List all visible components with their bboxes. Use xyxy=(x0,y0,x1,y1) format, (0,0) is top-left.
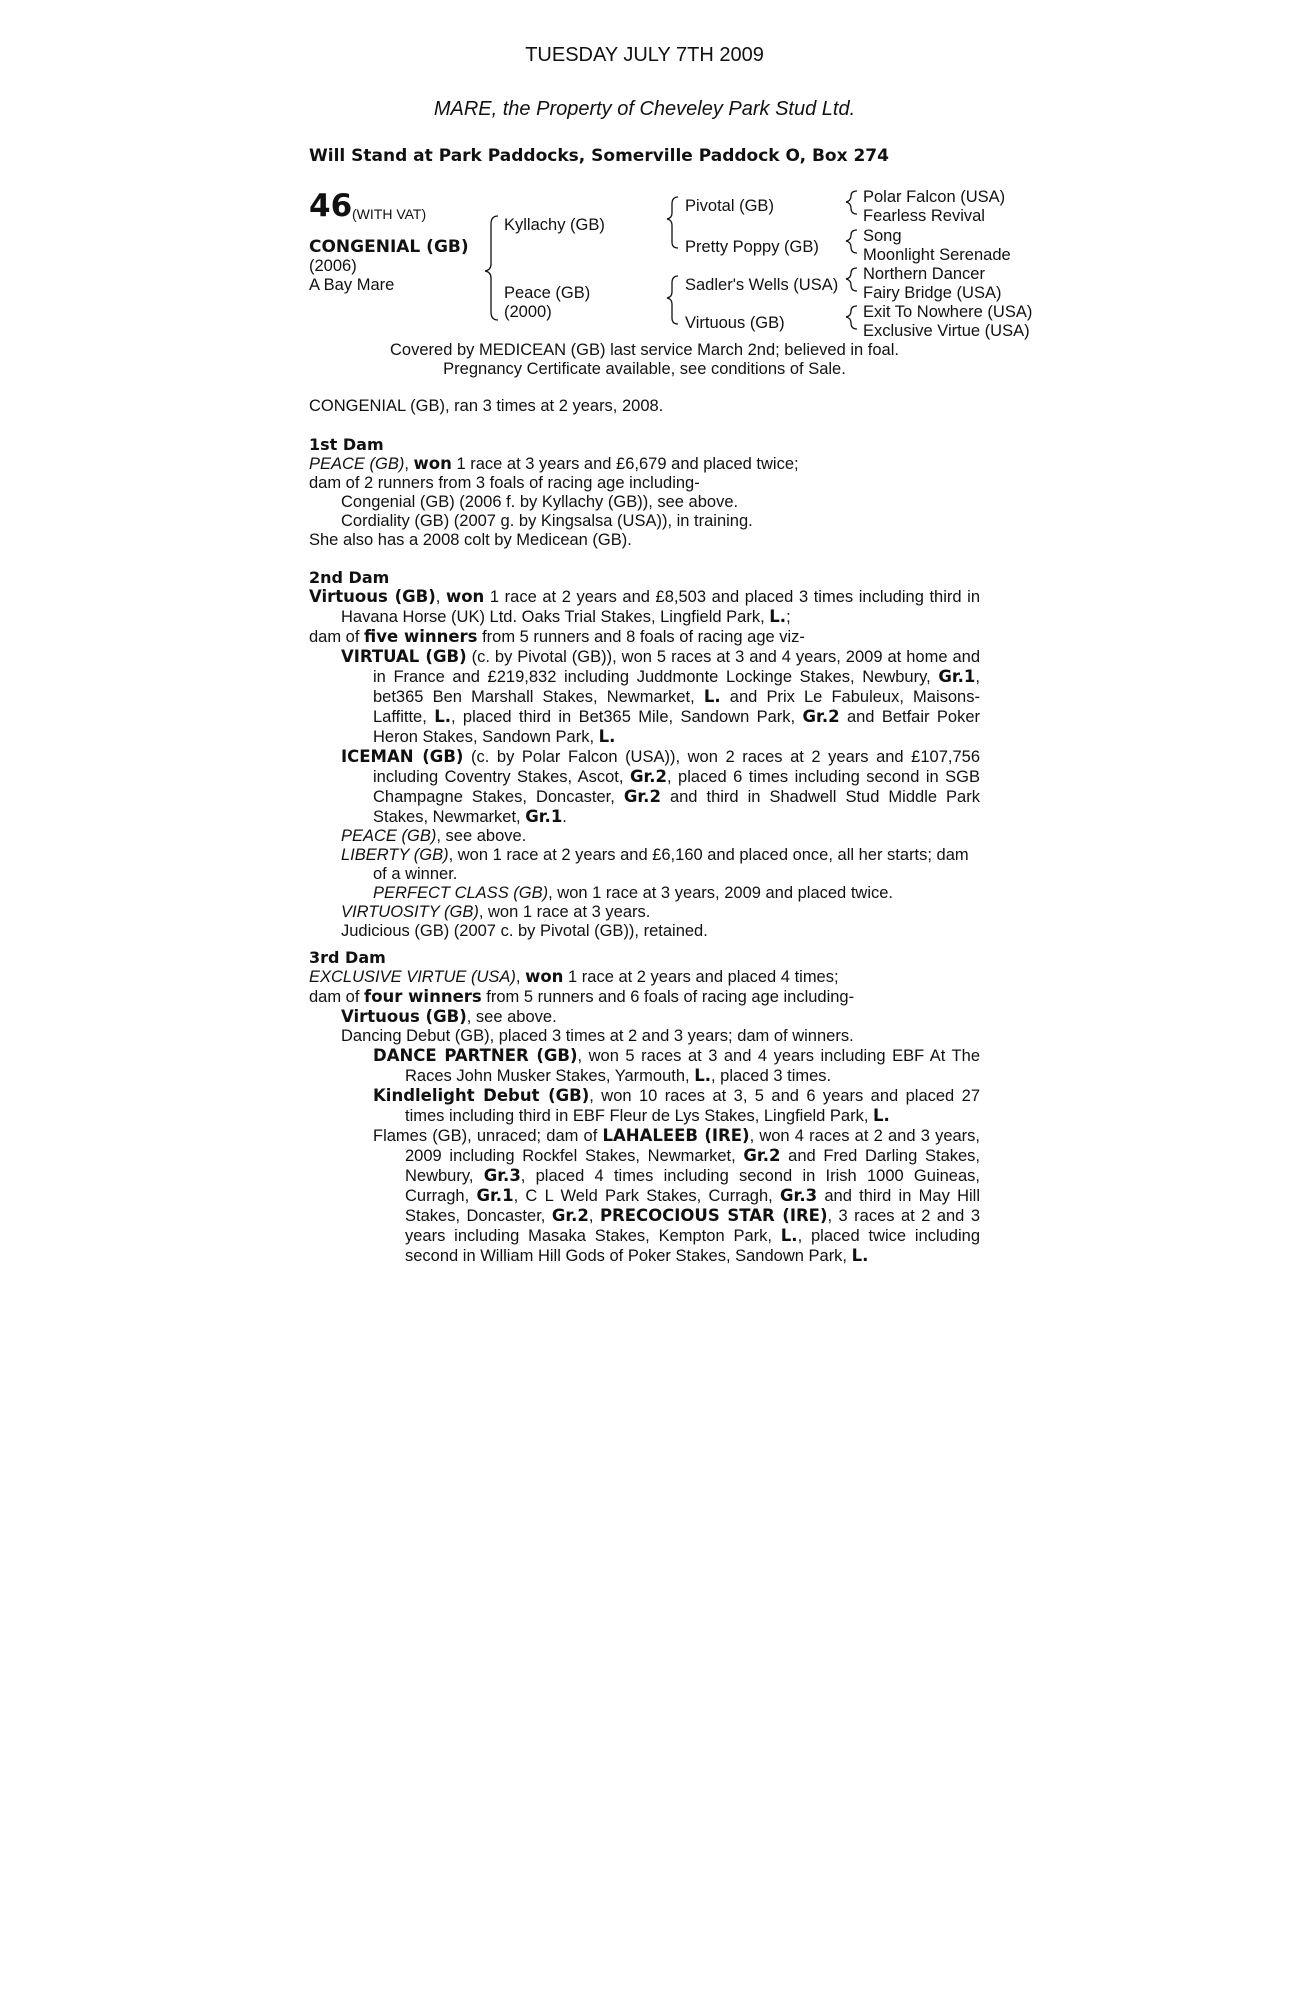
produce-perfect-class xyxy=(373,884,980,903)
pedigree-dam-sire: Sadler's Wells (USA) xyxy=(685,276,839,294)
horse-description: A Bay Mare xyxy=(309,276,395,294)
grade-mark: Gr.1 xyxy=(525,807,563,826)
virtual-name: VIRTUAL (GB) xyxy=(341,647,467,666)
flames-text-4: , placed 4 times including second in Irish 1000 Guineas, Curragh, xyxy=(405,1167,980,1205)
flames-text-6: and third in May Hill Stakes, Doncaster, xyxy=(405,1187,981,1225)
punct: . xyxy=(562,808,567,826)
second-dam-name: Virtuous (GB) xyxy=(309,587,436,606)
virtuous-text: , see above. xyxy=(466,1008,557,1026)
produce-iceman xyxy=(341,747,980,827)
virtual-text-2: , bet365 Ben Marshall Stakes, Newmarket, xyxy=(373,668,980,706)
pedigree-dam-year: (2000) xyxy=(504,303,552,321)
listed-mark: L. xyxy=(769,607,787,626)
virtuosity-name: VIRTUOSITY (GB) xyxy=(341,903,479,921)
horse-name: CONGENIAL (GB) xyxy=(309,237,469,257)
pedigree-g8: Exclusive Virtue (USA) xyxy=(863,322,1030,340)
punct: ; xyxy=(786,608,791,626)
first-dam-produce-intro: dam of 2 runners from 3 foals of racing age including- xyxy=(309,474,700,492)
first-dam-note: She also has a 2008 colt by Medicean (GB). xyxy=(309,531,632,549)
pedigree-g2: Fearless Revival xyxy=(863,207,985,225)
listed-mark: L. xyxy=(694,1066,711,1085)
pregnancy-line: Pregnancy Certificate available, see conditions of Sale. xyxy=(443,360,846,378)
virtuosity-text: , won 1 race at 3 years. xyxy=(478,903,651,921)
intro-pre: dam of xyxy=(309,988,365,1006)
listed-mark: L. xyxy=(598,727,616,746)
intro-post: from 5 runners and 6 foals of racing age including- xyxy=(481,988,855,1006)
third-dam-produce-intro xyxy=(309,987,980,1007)
grade-mark: Gr.3 xyxy=(780,1186,818,1205)
pedigree-g5: Northern Dancer xyxy=(863,265,985,283)
grade-mark: Gr.2 xyxy=(743,1146,781,1165)
grade-mark: Gr.2 xyxy=(629,767,668,786)
virtuous-name: Virtuous (GB) xyxy=(341,1007,467,1026)
produce-flames xyxy=(373,1126,980,1266)
flames-text-8: , 3 races at 2 and 3 years including Masaka Stakes, Kempton Park, xyxy=(405,1207,980,1245)
first-dam-section xyxy=(309,435,980,550)
first-dam-name: PEACE (GB) xyxy=(309,455,405,473)
iceman-name: ICEMAN (GB) xyxy=(341,747,464,766)
produce-virtuous xyxy=(341,1007,980,1027)
punct: , xyxy=(588,1207,600,1225)
listed-mark: L. xyxy=(434,707,451,726)
produce-item: Congenial (GB) (2006 f. by Kyllachy (GB)), see above. xyxy=(341,493,739,511)
pedigree-dam: Peace (GB) xyxy=(504,284,591,302)
winners-count: five winners xyxy=(364,627,478,646)
intro-post: from 5 runners and 8 foals of racing age viz- xyxy=(477,628,805,646)
produce-virtual xyxy=(341,647,980,747)
lot-number: 46 xyxy=(309,188,353,224)
kindlelight-name: Kindlelight Debut (GB) xyxy=(373,1086,590,1105)
grade-mark: Gr.2 xyxy=(551,1206,589,1225)
flames-text-1: Flames (GB), unraced; dam of xyxy=(373,1127,603,1145)
second-dam-section xyxy=(309,568,980,941)
pedigree-g1: Polar Falcon (USA) xyxy=(863,188,1006,206)
listed-mark: L. xyxy=(873,1106,890,1125)
first-dam-record: PEACE (GB), won 1 race at 3 years and £6,679 and placed twice; xyxy=(309,454,799,473)
liberty-text: , won 1 race at 2 years and £6,160 and placed once, all her starts; dam of a winner. xyxy=(373,846,969,883)
second-dam-produce-intro xyxy=(309,627,980,647)
produce-virtuosity xyxy=(341,903,980,922)
peace-name: PEACE (GB) xyxy=(341,827,437,845)
property-line: MARE, the Property of Cheveley Park Stud Ltd. xyxy=(433,98,856,120)
pedigree-g6: Fairy Bridge (USA) xyxy=(863,284,1002,302)
grade-mark: Gr.2 xyxy=(802,707,840,726)
dance-text-2: , placed 3 times. xyxy=(710,1067,832,1085)
produce-dancing-debut: Dancing Debut (GB), placed 3 times at 2 and 3 years; dam of winners. xyxy=(341,1027,854,1045)
third-dam-section xyxy=(309,948,980,1266)
won-label: won xyxy=(413,454,452,473)
pedigree-sire-sire: Pivotal (GB) xyxy=(685,197,774,215)
liberty-name: LIBERTY (GB) xyxy=(341,846,449,864)
kindlelight-text: , won 10 races at 3, 5 and 6 years and placed 27 times including third in EBF Fleur de Lys Stakes, Lingfield Park, xyxy=(405,1087,980,1125)
covered-line: Covered by MEDICEAN (GB) last service March 2nd; believed in foal. xyxy=(390,341,899,359)
second-dam-record-text: 1 race at 2 years and £8,503 and placed 3 times including third in Havana Horse (UK) Ltd. Oaks Trial Stakes, Lingfield Park, xyxy=(341,588,981,626)
flames-text-9: , placed twice including second in William Hill Gods of Poker Stakes, Sandown Park, xyxy=(405,1227,980,1265)
intro-pre: dam of xyxy=(309,628,365,646)
listed-mark: L. xyxy=(780,1226,798,1245)
produce-peace xyxy=(341,827,980,846)
vat-label: (WITH VAT) xyxy=(352,206,427,222)
dance-partner-name: DANCE PARTNER (GB) xyxy=(373,1046,578,1065)
grade-mark: Gr.3 xyxy=(483,1166,521,1185)
second-dam-heading: 2nd Dam xyxy=(309,568,390,587)
produce-dance-partner xyxy=(373,1046,980,1086)
peace-text: , see above. xyxy=(436,827,527,845)
iceman-text-1: (c. by Polar Falcon (USA)), won 2 races at 2 years and £107,756 including Coventry Stakes, Ascot, xyxy=(373,748,980,786)
pedigree-g7: Exit To Nowhere (USA) xyxy=(863,303,1033,321)
grade-mark: Gr.2 xyxy=(623,787,661,806)
virtual-text-4: , placed third in Bet365 Mile, Sandown Park, xyxy=(450,708,803,726)
third-dam-heading: 3rd Dam xyxy=(309,948,386,967)
third-dam-name: EXCLUSIVE VIRTUE (USA) xyxy=(309,968,516,986)
third-dam-record: EXCLUSIVE VIRTUE (USA), won 1 race at 2 years and placed 4 times; xyxy=(309,967,839,986)
produce-kindlelight xyxy=(373,1086,980,1126)
pedigree-dam-dam: Virtuous (GB) xyxy=(685,314,785,332)
racing-summary: CONGENIAL (GB), ran 3 times at 2 years, 2008. xyxy=(309,397,664,415)
flames-text-3: and Fred Darling Stakes, Newbury, xyxy=(405,1147,981,1185)
pedigree-sire-dam: Pretty Poppy (GB) xyxy=(685,238,819,256)
iceman-text-3: and third in Shadwell Stud Middle Park Stakes, Newmarket, xyxy=(373,788,980,826)
grade-mark: Gr.1 xyxy=(476,1186,514,1205)
third-dam-record-text: 1 race at 2 years and placed 4 times; xyxy=(563,968,839,986)
virtual-text-5: and Betfair Poker Heron Stakes, Sandown Park, xyxy=(373,708,980,746)
sale-date: TUESDAY JULY 7TH 2009 xyxy=(525,44,764,66)
listed-mark: L. xyxy=(703,687,721,706)
pedigree-g3: Song xyxy=(863,227,902,245)
winners-count: four winners xyxy=(364,987,482,1006)
second-dam-record: Virtuous (GB), won 1 race at 2 years and £8,503 and placed 3 times including third in Havana Horse (UK) Ltd. Oaks Trial Stakes, Lingfield Park, L.; xyxy=(309,587,981,626)
first-dam-record-text: 1 race at 3 years and £6,679 and placed twice; xyxy=(451,455,799,473)
flames-text-5: , C L Weld Park Stakes, Curragh, xyxy=(513,1187,780,1205)
perfect-class-text: , won 1 race at 3 years, 2009 and placed twice. xyxy=(548,884,893,902)
perfect-class-name: PERFECT CLASS (GB) xyxy=(373,884,549,902)
flames-text-2: , won 4 races at 2 and 3 years, 2009 including Rockfel Stakes, Newmarket, xyxy=(405,1127,981,1165)
virtual-text-1: (c. by Pivotal (GB)), won 5 races at 3 and 4 years, 2009 at home and in France and £219,832 including Juddmonte Lockinge Stakes, Newbury, xyxy=(373,648,980,686)
first-dam-heading: 1st Dam xyxy=(309,435,384,454)
listed-mark: L. xyxy=(851,1246,869,1265)
precocious-star-name: PRECOCIOUS STAR (IRE) xyxy=(599,1206,828,1225)
stand-location: Will Stand at Park Paddocks, Somerville Paddock O, Box 274 xyxy=(309,146,889,166)
grade-mark: Gr.1 xyxy=(938,667,976,686)
pedigree-brackets xyxy=(0,0,1289,400)
dance-text-1: , won 5 races at 3 and 4 years including EBF At The Races John Musker Stakes, Yarmouth, xyxy=(405,1047,980,1085)
iceman-text-2: , placed 6 times including second in SGB Champagne Stakes, Doncaster, xyxy=(373,768,980,806)
pedigree-g4: Moonlight Serenade xyxy=(863,246,1011,264)
won-label: won xyxy=(445,587,485,606)
lahaleeb-name: LAHALEEB (IRE) xyxy=(602,1126,750,1145)
produce-liberty xyxy=(341,846,980,884)
won-label: won xyxy=(525,967,564,986)
virtual-text-3: and Prix Le Fabuleux, Maisons-Laffitte, xyxy=(373,688,980,726)
horse-year: (2006) xyxy=(309,257,357,275)
pedigree-sire: Kyllachy (GB) xyxy=(504,216,605,234)
produce-judicious: Judicious (GB) (2007 c. by Pivotal (GB)), retained. xyxy=(341,922,708,940)
produce-item: Cordiality (GB) (2007 g. by Kingsalsa (USA)), in training. xyxy=(341,512,753,530)
